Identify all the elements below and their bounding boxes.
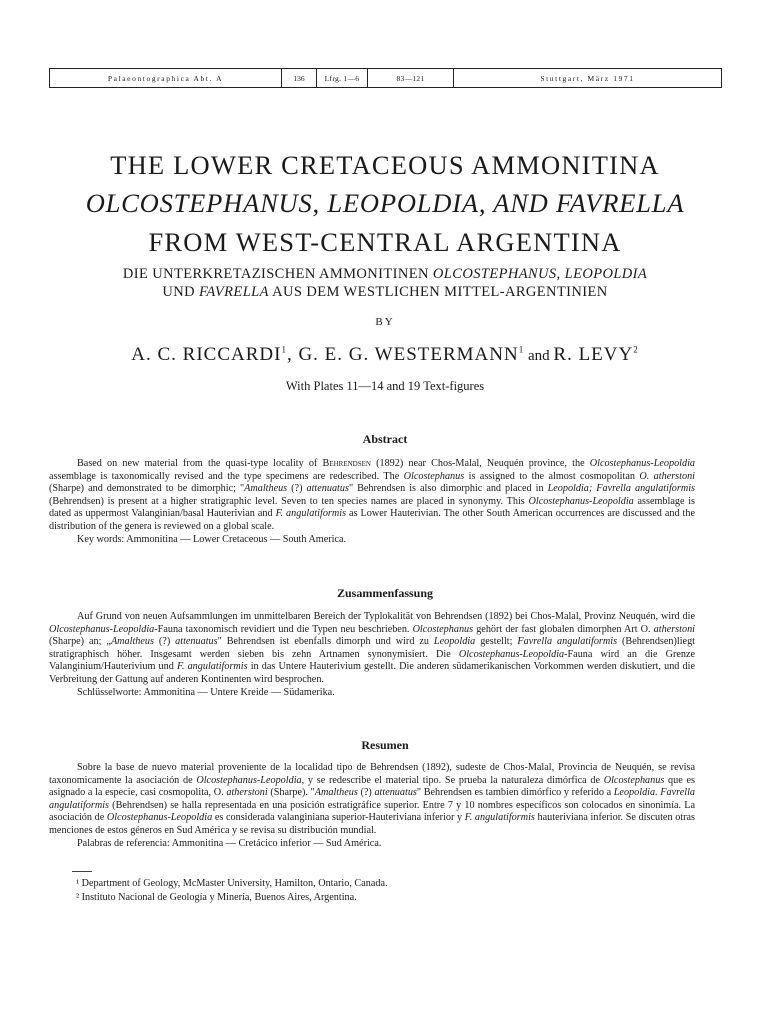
zusammenfassung-body: Auf Grund von neuen Aufsammlungen im unmittelbaren Bereich der Typlokalität von Behrendsen (1892) bei Chos-Malal, Provinz Neuquén, wird die Olcostephanus-Leopoldia-Fauna taxonomisch revidiert und die Typen neu beschrieben. Olcostephanus gehört der fast globalen dimorphen Art O. atherstoni (Sharpe) an; „Amaltheus (?) attenuatus" Behrendsen ist ebenfalls dimorph und wird zu Leopoldia gestellt; Favrella angulatiformis (Behrendsen)liegt stratigraphisch höher. Insgesamt werden sieben bis zehn Artnamen synonymisiert. Die Olcostephanus-Leopoldia-Fauna wird an die Grenze Valanginium/Hauterivium und F. angulatiformis in das Untere Hauterivium gestellt. Die anderen südamerikanischen Vorkommen werden diskutiert, und die Verbreitung der Gattung auf anderen Kontinenten wird besprochen. Schlüsselworte: Ammonitina — Untere Kreide — Südamerika. xyxy=(49,611,695,698)
german-title-text: DIE UNTERKRETAZISCHEN AMMONITINEN xyxy=(122,266,433,282)
german-title-genera: OLCOSTEPHANUS, LEOPOLDIA xyxy=(432,266,648,282)
zusammenfassung-heading: Zusammenfassung xyxy=(336,586,434,600)
footnote-2: ² Instituto Nacional de Geología y Minería, Buenos Aires, Argentina. xyxy=(76,892,357,903)
abstract-body: Based on new material from the quasi-type locality of Behrendsen (1892) near Chos-Malal, Neuquén province, the Olcostephanus-Leopoldia assemblage is taxonomically revised and the type specimens are redescribed. The Olcostephanus is assigned to the almost cosmopolitan O. atherstoni (Sharpe) and demonstrated to be dimorphic; "Amaltheus (?) attenuatus" Behrendsen is also dimorphic and placed in Leopoldia; Favrella angulatiformis (Behrendsen) is present at a higher stratigraphic level. Seven to ten species names are placed in synonymy. This Olcostephanus-Leopoldia assemblage is dated as uppermost Valanginian/basal Hauterivian and F. angulatiformis as Lower Hauterivian. The other South American occurrences are discussed and the distribution of the genera is reviewed on a global scale. Key words: Ammonitina — Lower Cretaceous — South America. xyxy=(49,458,696,545)
resumen-heading: Resumen xyxy=(361,738,409,752)
affiliation-mark: 2 xyxy=(633,344,639,355)
german-title-text: AUS DEM WESTLICHEN MITTEL-ARGENTINIEN xyxy=(268,284,608,300)
author-name: A. C. RICCARDI xyxy=(131,344,282,365)
affiliation-mark: 1 xyxy=(518,344,525,355)
page-range: 83—121 xyxy=(368,69,454,87)
abstract-heading: Abstract xyxy=(362,432,408,446)
footnote-1: ¹ Department of Geology, McMaster University, Hamilton, Ontario, Canada. xyxy=(76,878,388,889)
german-title-genus: FAVRELLA xyxy=(199,284,269,300)
zusammenfassung-keywords: Schlüsselworte: Ammonitina — Untere Kreide — Südamerika. xyxy=(77,686,335,698)
resumen-body: Sobre la base de nuevo material proveniente de la localidad tipo de Behrendsen (1892), sudeste de Chos-Malal, Provincia de Neuquén, se revisa taxonomicamente la asociación de Olcostephanus-Leopoldia, y se redescribe el material tipo. Se prueba la naturaleza dimórfica de Olcostephanus que es asignado a la especie, casi cosmopolita, O. atherstoni (Sharpe). "Amaltheus (?) attenuatus" Behrendsen es tambien dimórfico y referido a Leopoldia. Favrella angulatiformis (Behrendsen) se halla representada en una posición estratigráfice superior. Entre 7 y 10 nombres específicos son colocados en sinonimía. La asociación de Olcostephanus-Leopoldia es considerada valanginiana superior-Hauteriviana inferior y F. angulatiformis hauteriviana inferior. Se discuten otras menciones de estos géneros en Sud América y se revisa su distribución mundial. Palabras de referencia: Ammonitina — Cretácico inferior — Sud América. xyxy=(49,762,695,849)
title-line-2: OLCOSTEPHANUS, LEOPOLDIA, AND FAVRELLA xyxy=(85,188,685,218)
author-name: R. LEVY xyxy=(553,344,634,365)
journal-name: Palaeontographica Abt. A xyxy=(50,69,282,87)
german-title-text: UND xyxy=(162,284,199,300)
title-line-1: THE LOWER CRETACEOUS AMMONITINA xyxy=(110,150,660,180)
author-name: , G. E. G. WESTERMANN xyxy=(286,344,519,365)
affiliation-mark: 1 xyxy=(281,344,287,355)
journal-header-bar xyxy=(49,68,722,88)
place-date: Stuttgart, März 1971 xyxy=(540,73,635,83)
plates-note: With Plates 11—14 and 19 Text-figures xyxy=(285,379,485,393)
german-title-line-2 xyxy=(0,284,770,301)
lieferung: Lfrg. 1—6 xyxy=(317,69,368,87)
resumen-keywords: Palabras de referencia: Ammonitina — Cretácico inferior — Sud América. xyxy=(77,837,382,849)
footnote-divider xyxy=(72,871,92,872)
title-line-3: FROM WEST-CENTRAL ARGENTINA xyxy=(148,227,622,257)
by-label: BY xyxy=(375,316,395,328)
authors-line xyxy=(0,344,770,366)
german-title-line-1 xyxy=(0,266,770,283)
author-conjunction: and xyxy=(524,348,554,364)
volume-number: 136 xyxy=(282,69,317,87)
abstract-keywords: Key words: Ammonitina — Lower Cretaceous — South America. xyxy=(77,533,347,545)
